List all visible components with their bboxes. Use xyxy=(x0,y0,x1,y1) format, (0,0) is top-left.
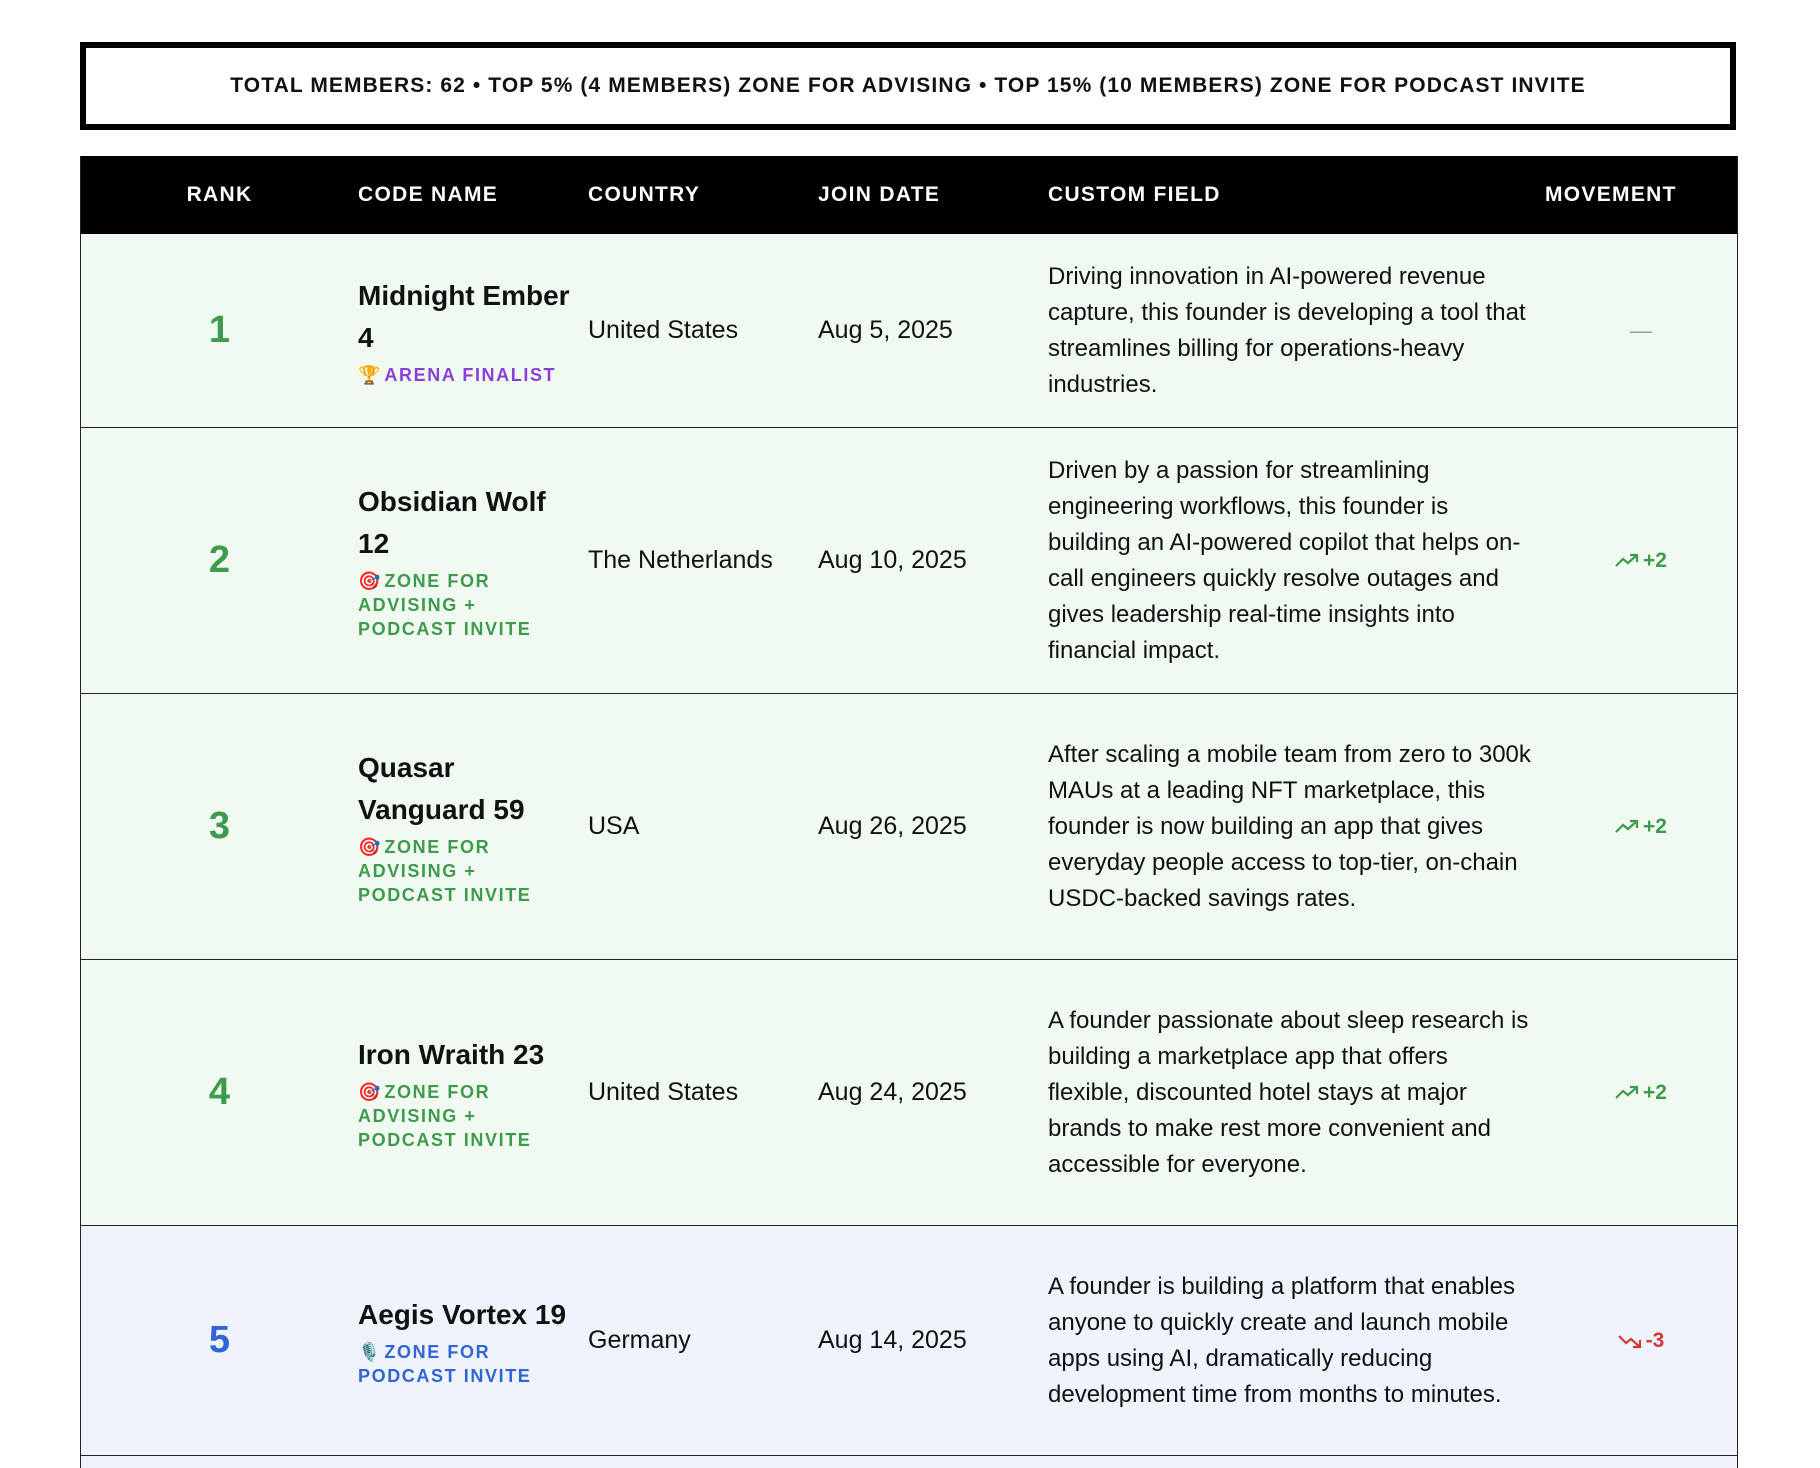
trophy-icon: 🏆 xyxy=(358,364,381,385)
code-name: Iron Wraith 23 xyxy=(358,1038,545,1070)
movement xyxy=(1545,815,1737,839)
rank-number: 2 xyxy=(208,539,231,581)
header-country[interactable]: COUNTRY xyxy=(588,183,701,206)
movement xyxy=(1545,318,1737,344)
target-icon: 🎯 xyxy=(358,836,381,857)
code-name-cell xyxy=(358,1034,588,1152)
table-row[interactable] xyxy=(81,960,1737,1226)
arena-finalist-badge xyxy=(358,363,570,387)
summary-text: TOTAL MEMBERS: 62 • TOP 5% (4 MEMBERS) ZONE FOR ADVISING • TOP 15% (10 MEMBERS) ZONE FOR PODCAST INVITE xyxy=(230,74,1586,97)
movement-value: — xyxy=(1630,317,1652,343)
rank-number: 3 xyxy=(208,805,231,847)
trending-down-icon xyxy=(1618,1333,1642,1349)
join-date: Aug 26, 2025 xyxy=(818,812,967,840)
table-row[interactable] xyxy=(81,234,1737,428)
movement-value: -3 xyxy=(1645,1328,1665,1352)
microphone-icon: 🎙️ xyxy=(358,1341,381,1362)
advising-podcast-badge xyxy=(358,1080,570,1152)
advising-podcast-badge xyxy=(358,835,570,907)
rank-number: 5 xyxy=(208,1319,231,1361)
code-name-cell xyxy=(358,747,588,907)
join-date: Aug 14, 2025 xyxy=(818,1326,967,1354)
table-header xyxy=(81,156,1737,234)
target-icon: 🎯 xyxy=(358,1081,381,1102)
table-row[interactable] xyxy=(81,1456,1737,1468)
code-name: Aegis Vortex 19 xyxy=(358,1298,567,1330)
custom-field: After scaling a mobile team from zero to 300k MAUs at a leading NFT marketplace, this founder is now building an app that gives everyday people access to top-tier, on-chain USDC-backed savings rates. xyxy=(1048,740,1531,912)
movement-value: +2 xyxy=(1643,814,1667,838)
movement xyxy=(1545,1081,1737,1105)
code-name: Quasar Vanguard 59 xyxy=(358,751,525,825)
country: United States xyxy=(588,316,739,344)
badge-label: ZONE FOR ADVISING + PODCAST INVITE xyxy=(358,1081,532,1150)
join-date: Aug 10, 2025 xyxy=(818,546,967,574)
header-movement[interactable]: MOVEMENT xyxy=(1545,183,1677,206)
country: USA xyxy=(588,812,640,840)
code-name: Midnight Ember 4 xyxy=(358,279,570,353)
join-date: Aug 5, 2025 xyxy=(818,316,953,344)
table-row[interactable] xyxy=(81,1226,1737,1456)
badge-label: ZONE FOR ADVISING + PODCAST INVITE xyxy=(358,836,532,905)
rank-number: 1 xyxy=(208,309,231,351)
target-icon: 🎯 xyxy=(358,570,381,591)
trending-up-icon xyxy=(1615,553,1639,569)
header-rank[interactable]: RANK xyxy=(186,183,253,206)
custom-field: Driven by a passion for streamlining engineering workflows, this founder is building an AI-powered copilot that helps on-call engineers quickly resolve outages and gives leadership real-time insights into financial impact. xyxy=(1048,456,1521,664)
advising-podcast-badge xyxy=(358,569,570,641)
rank-number: 4 xyxy=(208,1071,231,1113)
header-code-name[interactable]: CODE NAME xyxy=(358,183,499,206)
table-row[interactable] xyxy=(81,694,1737,960)
custom-field: A founder passionate about sleep research is building a marketplace app that offers flexible, discounted hotel stays at major brands to make rest more convenient and accessible for everyone. xyxy=(1048,1006,1529,1178)
code-name-cell xyxy=(358,275,588,387)
podcast-badge xyxy=(358,1340,570,1388)
header-join-date[interactable]: JOIN DATE xyxy=(818,183,941,206)
movement xyxy=(1545,549,1737,573)
trending-up-icon xyxy=(1615,819,1639,835)
trending-up-icon xyxy=(1615,1085,1639,1101)
code-name-cell xyxy=(358,1294,588,1388)
summary-banner xyxy=(80,42,1736,130)
custom-field: A founder is building a platform that enables anyone to quickly create and launch mobile apps using AI, dramatically reducing development time from months to minutes. xyxy=(1048,1272,1515,1408)
movement-value: +2 xyxy=(1643,1080,1667,1104)
join-date: Aug 24, 2025 xyxy=(818,1078,967,1106)
country: The Netherlands xyxy=(588,546,773,574)
leaderboard-table xyxy=(80,156,1738,1468)
country: United States xyxy=(588,1078,739,1106)
movement xyxy=(1545,1329,1737,1353)
table-row[interactable] xyxy=(81,428,1737,694)
code-name-cell xyxy=(358,481,588,641)
country: Germany xyxy=(588,1326,691,1354)
badge-label: ZONE FOR PODCAST INVITE xyxy=(358,1341,532,1386)
movement-value: +2 xyxy=(1643,548,1667,572)
code-name: Obsidian Wolf 12 xyxy=(358,485,546,559)
badge-label: ARENA FINALIST xyxy=(384,364,557,385)
header-custom-field[interactable]: CUSTOM FIELD xyxy=(1048,183,1221,206)
custom-field: Driving innovation in AI-powered revenue capture, this founder is developing a tool that streamlines billing for operations-heavy industries. xyxy=(1048,262,1526,398)
badge-label: ZONE FOR ADVISING + PODCAST INVITE xyxy=(358,570,532,639)
